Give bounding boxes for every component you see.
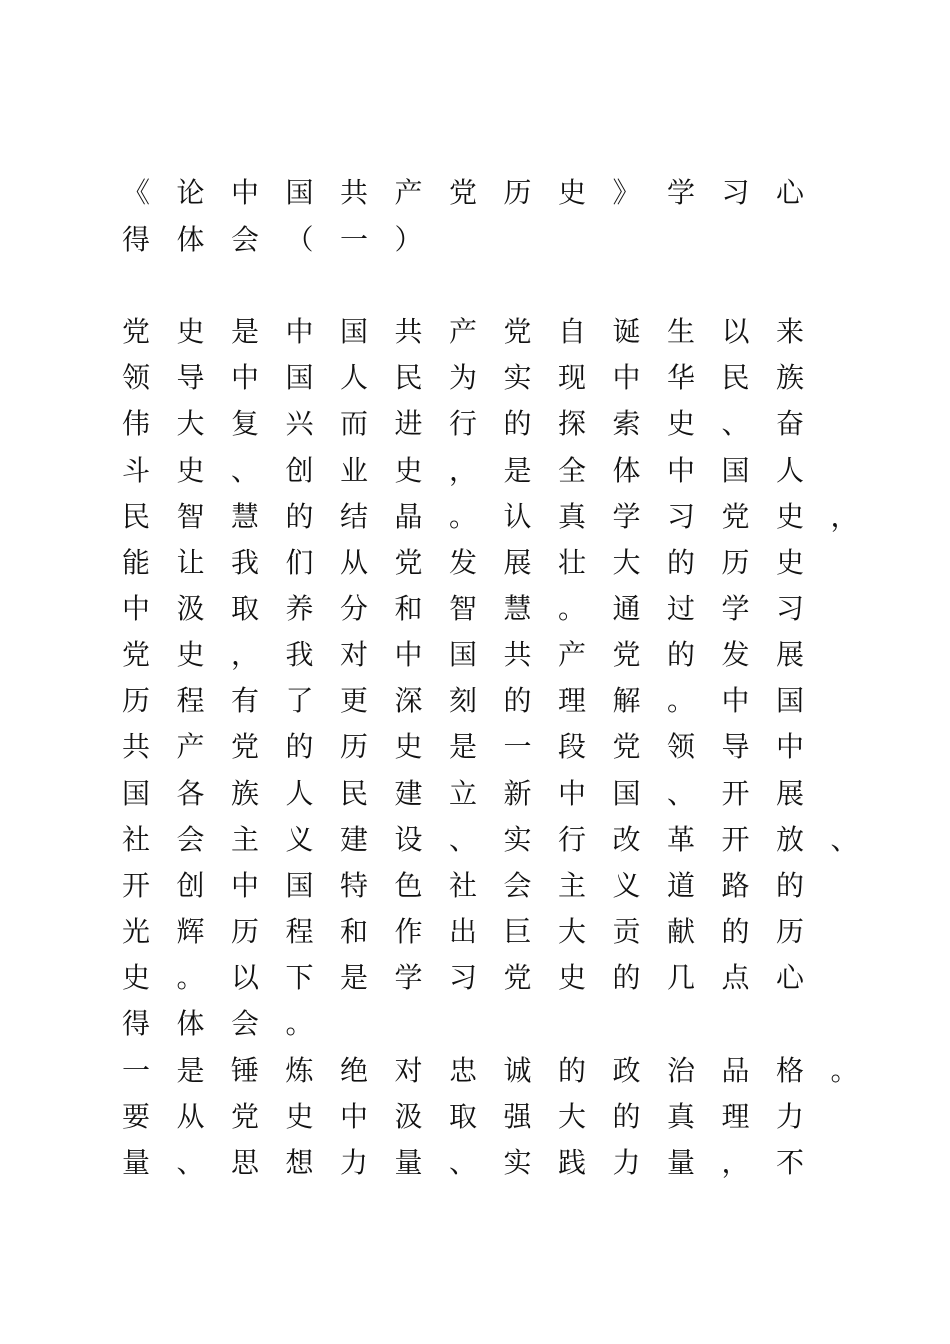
body-line-19: 量、思想力量、实践力量，不	[122, 1146, 831, 1179]
body-line-2: 领导中国人民为实现中华民族	[122, 361, 831, 394]
body-line-8: 党史，我对中国共产党的发展	[122, 638, 831, 671]
body-line-4: 斗史、创业史，是全体中国人	[122, 454, 831, 487]
body-line-11: 国各族人民建立新中国、开展	[122, 777, 831, 810]
title-line-2: 得体会（一）	[122, 223, 450, 256]
body-line-15: 史。以下是学习党史的几点心	[122, 961, 831, 994]
body-line-10: 共产党的历史是一段党领导中	[122, 730, 831, 763]
body-line-16: 得体会。	[122, 1007, 341, 1040]
body-line-3: 伟大复兴而进行的探索史、奋	[122, 407, 831, 440]
body-line-17: 一是锤炼绝对忠诚的政治品格。	[122, 1054, 886, 1087]
body-line-18: 要从党史中汲取强大的真理力	[122, 1100, 831, 1133]
body-line-9: 历程有了更深刻的理解。中国	[122, 684, 831, 717]
body-line-14: 光辉历程和作出巨大贡献的历	[122, 915, 831, 948]
body-line-7: 中汲取养分和智慧。通过学习	[122, 592, 831, 625]
body-line-12: 社会主义建设、实行改革开放、	[122, 823, 886, 856]
body-line-1: 党史是中国共产党自诞生以来	[122, 315, 831, 348]
body-line-6: 能让我们从党发展壮大的历史	[122, 546, 831, 579]
title-line-1: 《论中国共产党历史》学习心	[122, 176, 831, 209]
body-line-5: 民智慧的结晶。认真学习党史，	[122, 500, 886, 533]
body-line-13: 开创中国特色社会主义道路的	[122, 869, 831, 902]
